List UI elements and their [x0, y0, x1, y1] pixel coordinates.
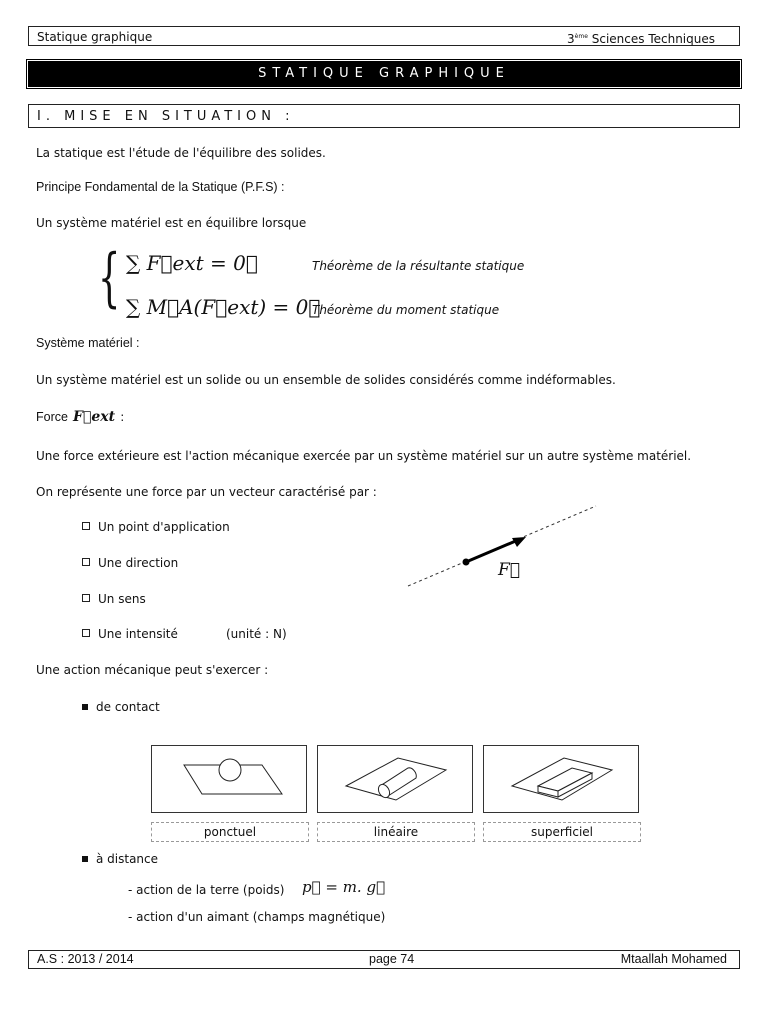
bullet-distance	[82, 852, 158, 866]
list-item-text: Une intensité	[98, 627, 178, 641]
section-heading: I. MISE EN SITUATION :	[37, 109, 295, 124]
header-class-name: Sciences Techniques	[591, 32, 715, 46]
force-definition: Une force extérieure est l'action mécanique exercée par un système matériel sur un autre système matériel.	[36, 449, 692, 463]
earth-action: - action de la terre (poids)	[128, 883, 285, 897]
header-class-sup: ème	[574, 33, 588, 40]
checkbox-icon	[82, 594, 90, 602]
system-label: Système matériel :	[36, 336, 140, 350]
weight-formula: p⃗ = m. g⃗	[302, 878, 386, 896]
list-item-text: Une direction	[98, 556, 179, 570]
system-definition: Un système matériel est un solide ou un ensemble de solides considérés comme indéformables.	[36, 373, 616, 387]
line-contact-illustration	[318, 746, 472, 812]
surface-contact-illustration	[484, 746, 638, 812]
contact-panel-point	[151, 745, 307, 813]
intro-text: La statique est l'étude de l'équilibre des solides.	[36, 146, 326, 160]
footer-year: A.S : 2013 / 2014	[37, 952, 134, 966]
bullet-icon	[82, 856, 88, 862]
caption-surface: superficiel	[483, 822, 641, 842]
bullet-contact	[82, 700, 160, 714]
checkbox-icon	[82, 522, 90, 530]
force-representation: On représente une force par un vecteur caractérisé par :	[36, 485, 377, 499]
list-item	[82, 556, 178, 570]
contact-panel-surface	[483, 745, 639, 813]
application-point	[463, 559, 470, 566]
title-bar	[28, 61, 740, 87]
list-item	[82, 627, 178, 641]
brace-symbol: {	[98, 241, 121, 315]
header-class	[567, 30, 715, 46]
force-label: Force	[36, 410, 68, 424]
point-contact-illustration	[152, 746, 306, 812]
list-item	[82, 592, 146, 606]
page-footer	[28, 950, 740, 969]
section-heading-box	[28, 104, 740, 128]
list-item	[82, 520, 230, 534]
header-class-number: 3	[567, 32, 575, 46]
equation-resultant-caption: Théorème de la résultante statique	[312, 259, 525, 273]
header-subject: Statique graphique	[37, 30, 153, 44]
equation-resultant: ∑ F⃗ext = 0⃗	[126, 251, 258, 275]
bullet-distance-text: à distance	[96, 852, 159, 866]
checkbox-icon	[82, 629, 90, 637]
checkbox-icon	[82, 558, 90, 566]
page-header	[28, 26, 740, 46]
force-symbol: F⃗ext	[73, 409, 116, 425]
action-intro: Une action mécanique peut s'exercer :	[36, 663, 269, 677]
equilibrium-text: Un système matériel est en équilibre lorsque	[36, 216, 307, 230]
list-item-text: Un sens	[98, 592, 146, 606]
force-colon: :	[120, 410, 125, 424]
vector-arrow-shaft	[466, 540, 518, 562]
force-heading	[36, 406, 124, 425]
intensity-unit: (unité : N)	[226, 627, 287, 641]
bullet-contact-text: de contact	[96, 700, 160, 714]
footer-author: Mtaallah Mohamed	[620, 952, 727, 966]
magnet-action: - action d'un aimant (champs magnétique)	[128, 910, 386, 924]
contact-panel-line	[317, 745, 473, 813]
vector-label: F⃗	[498, 560, 520, 580]
pfs-label: Principe Fondamental de la Statique (P.F.S) :	[36, 180, 285, 194]
bullet-icon	[82, 704, 88, 710]
list-item-text: Un point d'application	[98, 520, 230, 534]
equation-moment-caption: Théorème du moment statique	[312, 303, 500, 317]
page-title: STATIQUE GRAPHIQUE	[258, 66, 510, 81]
footer-page: page 74	[369, 952, 415, 966]
caption-line: linéaire	[317, 822, 475, 842]
caption-point: ponctuel	[151, 822, 309, 842]
equation-moment: ∑ M⃗A(F⃗ext) = 0⃗	[126, 295, 321, 319]
